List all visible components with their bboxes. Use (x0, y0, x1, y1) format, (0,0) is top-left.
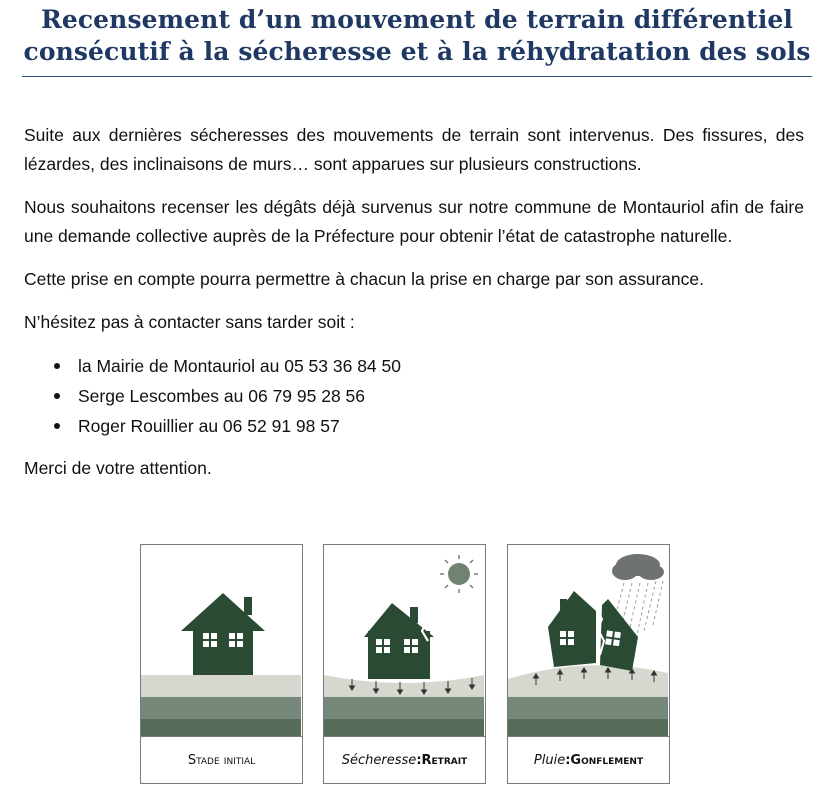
paragraph-contact-intro: N’hésitez pas à contacter sans tarder soit : (24, 312, 355, 332)
paragraph-intro: Suite aux dernières sécheresses des mouvements de terrain sont intervenus. Des fissures, des lézardes, des inclinaisons de murs… sont apparues sur plusieurs constructions. (24, 125, 804, 174)
title-line-2: consécutif à la sécheresse et à la réhydratation des sols (23, 37, 811, 66)
list-item (54, 381, 804, 411)
caption-initial: Stade initial (141, 736, 302, 783)
bullet-icon (54, 363, 60, 369)
contact-rouillier: Roger Rouillier au 06 52 91 98 57 (78, 416, 340, 436)
bullet-icon (54, 423, 60, 429)
contact-mairie: la Mairie de Montauriol au 05 53 36 84 50 (78, 356, 401, 376)
soil-top-layer (141, 675, 301, 697)
list-item (54, 351, 804, 381)
body-text (24, 121, 804, 497)
closing-text: Merci de votre attention. (24, 458, 212, 478)
list-item (54, 411, 804, 441)
secheresse-illustration (324, 545, 484, 737)
paragraph-insurance: Cette prise en compte pourra permettre à chacun la prise en charge par son assurance. (24, 269, 704, 289)
diagram-panel-secheresse (323, 544, 486, 784)
title-line-1: Recensement d’un mouvement de terrain différentiel (40, 5, 794, 34)
split-house-icon (548, 591, 638, 671)
cracked-house-icon (364, 603, 434, 679)
soil-mid-layer (141, 697, 301, 719)
paragraph-census: Nous souhaitons recenser les dégâts déjà survenus sur notre commune de Montauriol afin de faire une demande collective auprès de la Préfecture pour obtenir l’état de catastrophe naturelle. (24, 197, 804, 246)
sun-icon (440, 555, 478, 593)
diagram-panel-pluie (507, 544, 670, 784)
title-divider (22, 76, 812, 77)
diagram-panel-initial (140, 544, 303, 784)
bullet-icon (54, 393, 60, 399)
page-title (22, 4, 812, 68)
caption-pluie: Pluie : Gonflement (508, 736, 669, 783)
contact-list (24, 351, 804, 441)
pluie-illustration (508, 545, 668, 737)
caption-secheresse: Sécheresse : Retrait (324, 736, 485, 783)
initial-illustration (141, 545, 301, 737)
soil-bottom-layer (141, 719, 301, 737)
house-icon (181, 593, 265, 675)
contact-lescombes: Serge Lescombes au 06 79 95 28 56 (78, 386, 366, 406)
